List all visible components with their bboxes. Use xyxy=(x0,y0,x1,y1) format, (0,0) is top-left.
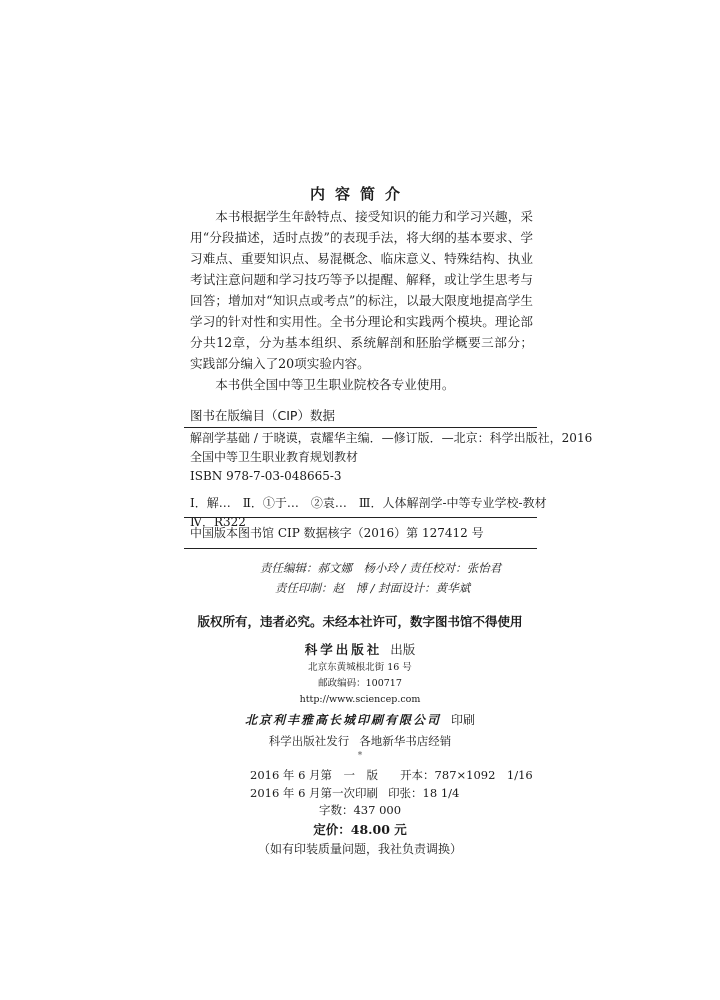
publisher-postcode: 邮政编码：100717 xyxy=(318,678,402,689)
word-count: 字数：437 000 xyxy=(318,803,402,817)
cip-divider-middle xyxy=(184,517,537,518)
cip-divider-top xyxy=(184,427,537,428)
cip-spacer xyxy=(190,486,535,494)
publisher-website: http://www.sciencep.com xyxy=(299,694,421,705)
publisher-action: 出版 xyxy=(390,642,416,657)
publisher-name: 科学出版社 xyxy=(304,642,383,657)
printed-sheets: 印张：18 1/4 xyxy=(388,786,460,800)
edition-specs xyxy=(250,766,533,802)
cip-divider-bottom xyxy=(184,548,537,549)
cip-series-line: 全国中等卫生职业教育规划教材 xyxy=(190,450,359,464)
issuer: 科学出版社发行 xyxy=(268,734,350,748)
intro-section xyxy=(190,206,533,395)
distribution-line xyxy=(0,731,720,751)
cip-classification-code: Ⅳ．R322 xyxy=(190,515,246,529)
intro-title: 内容简介 xyxy=(309,185,410,203)
intro-paragraph: 本书供全国中等卫生职业院校各专业使用。 xyxy=(215,377,455,392)
format-size: 开本：787×1092 1/16 xyxy=(400,768,533,782)
intro-paragraph: 本书根据学生年龄特点、接受知识的能力和学习兴趣，采用“分段描述，适时点拨”的表现手法，将大纲的基本要求、学习难点、重要知识点、易混概念、临床意义、特殊结构、执业考试注意问题和学习技巧等予以提醒、解释，或让学生思考与回答；增加对“知识点或考点”的标注，以最大限度地提高学生学习的针对性和实用性。全书分理论和实践两个模块。理论部分共12章，分为基本组织、系统解剖和胚胎学概要三部分；实践部分编入了20项实验内容。 xyxy=(190,209,533,371)
seller: 各地新华书店经销 xyxy=(359,734,452,748)
responsible-editors: 责任编辑：郝文娜 杨小玲 / 责任校对：张怡君 xyxy=(260,561,502,575)
quality-notice: （如有印装质量问题，我社负责调换） xyxy=(257,842,462,856)
publisher-line xyxy=(0,640,720,660)
print-and-cover-credits: 责任印制：赵 博 / 封面设计：黄华斌 xyxy=(275,581,471,595)
cip-verification: 中国版本图书馆 CIP 数据核字（2016）第 127412 号 xyxy=(190,526,484,540)
cip-title: 图书在版编目（CIP）数据 xyxy=(190,408,335,423)
specs-row xyxy=(250,766,533,784)
publication-info xyxy=(0,640,720,761)
cip-isbn: ISBN 978-7-03-048665-3 xyxy=(190,469,342,483)
cip-classification: Ⅰ．解… Ⅱ．①于… ②袁… Ⅲ．人体解剖学-中等专业学校-教材 xyxy=(190,496,547,510)
printer-action: 印刷 xyxy=(451,713,476,727)
specs-row xyxy=(250,784,533,802)
cip-title-line: 解剖学基础 / 于晓谟，袁耀华主编．—修订版．—北京：科学出版社，2016 xyxy=(190,431,593,445)
edition-date: 2016 年 6 月第 一 版 xyxy=(250,768,379,782)
printer-line xyxy=(0,710,720,731)
publisher-address: 北京东黄城根北街 16 号 xyxy=(308,662,412,673)
price: 定价：48.00 元 xyxy=(313,822,407,837)
printer-name: 北京利丰雅高长城印刷有限公司 xyxy=(244,713,441,727)
editors-block xyxy=(0,558,720,598)
star-separator: * xyxy=(357,751,363,761)
copyright-notice: 版权所有，违者必究。未经本社许可，数字图书馆不得使用 xyxy=(197,614,523,629)
printing-date: 2016 年 6 月第一次印刷 xyxy=(250,786,379,800)
